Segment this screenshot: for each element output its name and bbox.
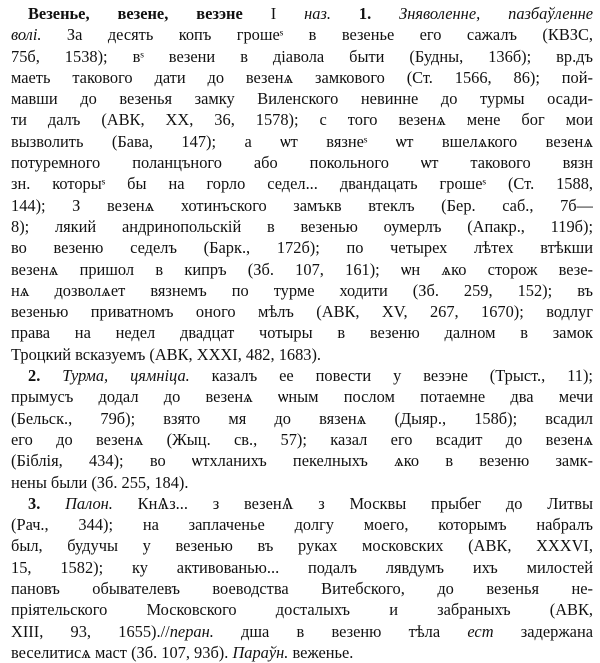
entry-line: [11, 67, 593, 88]
entry-line: [11, 259, 593, 280]
body-text: потуремного поланцъного або покольного ѡт такового вязн: [11, 153, 593, 173]
entry-line: [11, 599, 593, 620]
body-text: За десять копъ грошеˢ в везенье его сажалъ (КВЗС,: [41, 25, 593, 45]
entry-line: [11, 450, 593, 471]
entry-line: [11, 621, 593, 642]
italic-text: Палон.: [65, 493, 113, 513]
body-text: зн. которыˢ бы на горло седел... двандацать грошеˢ (Ст. 1588,: [11, 174, 593, 194]
entry-line: [11, 514, 593, 535]
body-text: прымусъ додал до везенѧ ѡным послом потаемне два мечи: [11, 387, 593, 407]
italic-text: наз.: [304, 4, 331, 23]
body-text: I: [242, 4, 305, 23]
entry-line: [11, 365, 593, 386]
body-text: его до везенѧ (Жыц. св., 57); казал его всадит до везенѧ: [11, 429, 593, 449]
italic-text: Турма, цямніца.: [62, 366, 190, 386]
body-text: XIII, 93, 1655).//: [11, 621, 170, 641]
italic-text: волі.: [11, 25, 42, 45]
entry-line: [11, 131, 593, 152]
body-text: нены были (Зб. 255, 184).: [11, 472, 189, 492]
body-text: нѧ дозволѧет вязнемъ по турме ходити (Зб. 259, 152); въ: [11, 280, 593, 300]
body-text: маеть такового дати до везенѧ замкового (Ст. 1566, 86); пой-: [11, 67, 593, 87]
body-text: пановъ обывателевъ воеводства Витебского, до везенья не-: [11, 579, 593, 599]
body-text: (Бельск., 79б); взято мя до вязенѧ (Дыяр., 158б); всадил: [11, 408, 593, 428]
entry-line: [11, 152, 593, 173]
body-text: везенью приватномъ оного мѣлъ (АВК, XV, 267, 1670); водлуг: [11, 302, 593, 322]
italic-text: ест: [467, 621, 494, 641]
entry-line: [11, 642, 593, 663]
body-text: был, будучы у везенью въ руках московских (АВК, XXXVI,: [11, 536, 593, 556]
body-text: вызволить (Бава, 147); а ѡт вязнеˢ ѡт вшелѧкого везенѧ: [11, 131, 593, 151]
entry-line: [11, 88, 593, 109]
entry-line: [11, 429, 593, 450]
entry-line: [11, 237, 593, 258]
body-text: во везеню седелъ (Барк., 172б); по четырех лѣтех втѣкши: [11, 238, 593, 258]
body-text: дша в везеню тѣла: [213, 621, 468, 641]
headword-text: 2.: [28, 366, 63, 386]
italic-text: перан.: [169, 621, 214, 641]
body-text: 8); лякий андринопольскій в везенью оумерлъ (Апакр., 119б);: [11, 216, 593, 236]
entry-line: [11, 24, 593, 45]
entry-line: [11, 322, 593, 343]
headword-text: 3.: [28, 493, 66, 513]
italic-text: Параўн.: [232, 642, 289, 662]
entry-line: [11, 408, 593, 429]
entry-line: [11, 344, 593, 365]
body-text: веженье.: [288, 642, 354, 662]
body-text: мавши до везенья замку Виленского невинне до турмы осади-: [11, 89, 593, 109]
entry-line: [11, 301, 593, 322]
entry-line: [11, 386, 593, 407]
entry-line: [11, 3, 593, 24]
body-text: казалъ ее повести у везэне (Трыст., 11);: [189, 366, 593, 386]
body-text: КнѦз... з везенѦ з Москвы прыбег до Литвы: [112, 493, 593, 513]
entry-line: [11, 109, 593, 130]
body-text: веселитисѧ маст (Зб. 107, 93б).: [11, 642, 233, 662]
entry-line: [11, 493, 593, 514]
entry-line: [11, 216, 593, 237]
entry-line: [11, 557, 593, 578]
body-text: задержана: [493, 621, 593, 641]
body-text: права на недел двадцат чотыры в везеню далном в замок: [11, 323, 593, 343]
headword-text: 1.: [330, 4, 400, 23]
dictionary-entry-vezene: [11, 3, 593, 663]
body-text: Троцкий всказуемъ (АВК, XXXI, 482, 1683).: [11, 344, 322, 364]
entry-line: [11, 46, 593, 67]
body-text: 75б, 1538); вˢ везени в дiавола быти (Будны, 136б); вр.дъ: [11, 46, 593, 66]
entry-line: [11, 578, 593, 599]
entry-line: [11, 173, 593, 194]
body-text: 144); З везенѧ хотинъского замъкв втеклъ (Бер. саб., 7б—: [11, 195, 593, 215]
entry-line: [11, 195, 593, 216]
body-text: (Біблія, 434); во ѡтхланихъ пекелныхъ ѧко в везеню замк-: [11, 451, 593, 471]
entry-line: [11, 280, 593, 301]
entry-line: [11, 535, 593, 556]
headword-text: Везенье, везене, везэне: [28, 4, 243, 23]
entry-line: [11, 472, 593, 493]
body-text: везенѧ пришол в кипръ (Зб. 107, 161); ѡн ѧко сторож везе-: [11, 259, 593, 279]
body-text: 15, 1582); ку активованью... подалъ лявдумъ ихъ милостей: [11, 557, 593, 577]
body-text: ти далъ (АВК, XX, 36, 1578); с того везенѧ мене бог мои: [11, 110, 593, 130]
italic-text: Зняволенне, пазбаўленне: [399, 4, 593, 23]
body-text: (Рач., 344); на заплаченье долгу моего, которымъ набралъ: [11, 515, 593, 535]
body-text: пріятельского Московского досталыхъ и забраныхъ (АВК,: [11, 600, 593, 620]
